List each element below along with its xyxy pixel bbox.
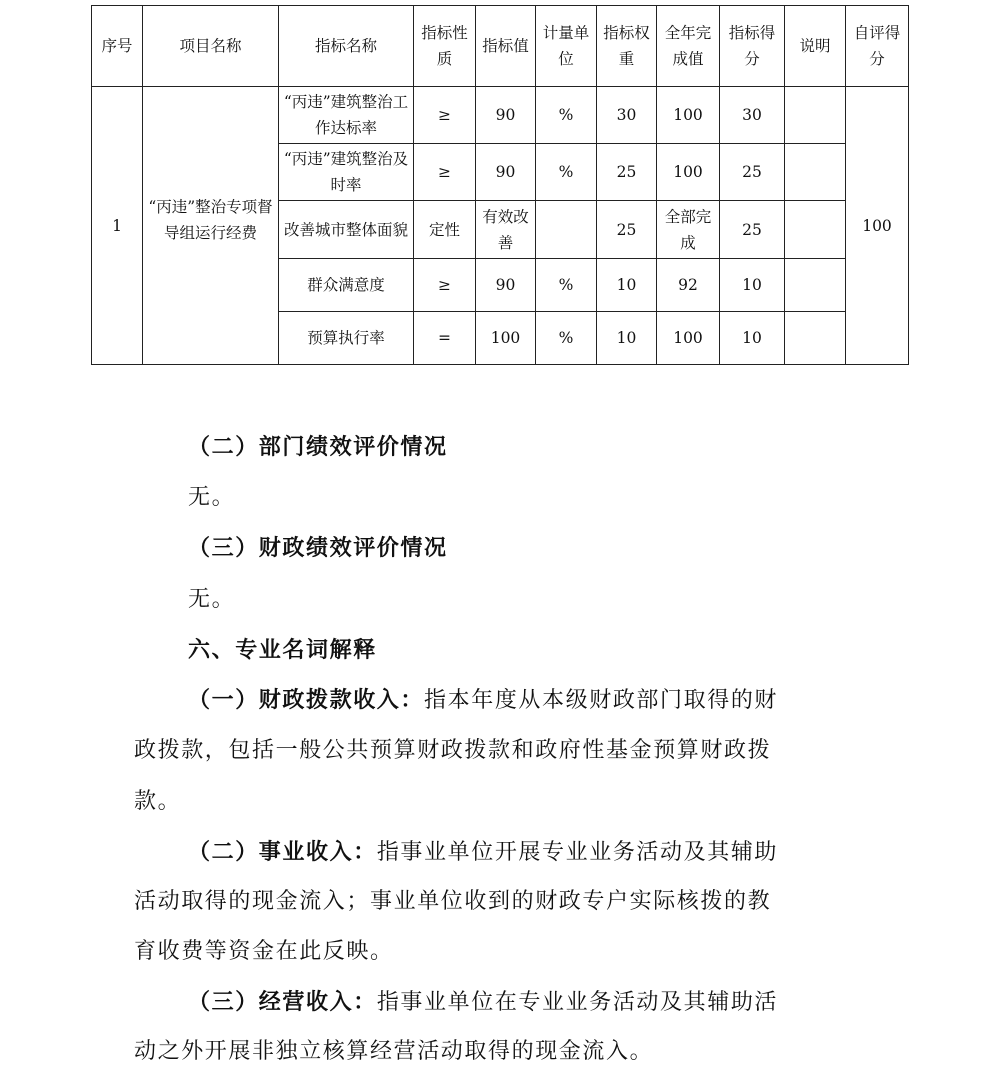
header-cell: 指标性质	[414, 6, 476, 87]
header-cell: 指标值	[476, 6, 536, 87]
definition-line: 育收费等资金在此反映。	[134, 939, 394, 964]
indicator-nature-cell: ≥	[414, 144, 476, 201]
weight-cell: 10	[597, 259, 657, 312]
completion-cell: 100	[657, 312, 720, 365]
indicator-value-cell: 100	[476, 312, 536, 365]
indicator-nature-cell: ≥	[414, 259, 476, 312]
score-cell: 30	[720, 87, 785, 144]
unit-cell: %	[536, 312, 597, 365]
indicator-name-cell: “丙违”建筑整治工作达标率	[279, 87, 414, 144]
score-cell: 10	[720, 259, 785, 312]
weight-cell: 10	[597, 312, 657, 365]
definition-text: 指本年度从本级财政部门取得的财	[424, 688, 779, 713]
unit-cell: %	[536, 87, 597, 144]
section-heading: （二）部门绩效评价情况	[188, 434, 448, 460]
completion-cell: 100	[657, 144, 720, 201]
note-cell	[785, 201, 846, 259]
definition-line: 款。	[134, 789, 182, 814]
indicator-value-cell: 90	[476, 259, 536, 312]
completion-cell: 92	[657, 259, 720, 312]
row-number-cell: 1	[92, 87, 143, 365]
header-cell: 全年完成值	[657, 6, 720, 87]
weight-cell: 25	[597, 144, 657, 201]
definition-line	[188, 838, 778, 867]
paragraph: 无。	[188, 485, 236, 510]
note-cell	[785, 87, 846, 144]
unit-cell	[536, 201, 597, 259]
weight-cell: 30	[597, 87, 657, 144]
unit-cell: %	[536, 259, 597, 312]
table-header-row	[92, 6, 909, 87]
indicator-name-cell: 改善城市整体面貌	[279, 201, 414, 259]
definition-text: 指事业单位在专业业务活动及其辅助活	[376, 990, 779, 1015]
indicator-name-cell: “丙违”建筑整治及时率	[279, 144, 414, 201]
indicator-name-cell: 群众满意度	[279, 259, 414, 312]
header-cell: 指标得分	[720, 6, 785, 87]
unit-cell: %	[536, 144, 597, 201]
weight-cell: 25	[597, 201, 657, 259]
header-cell: 自评得分	[846, 6, 909, 87]
completion-cell: 全部完成	[657, 201, 720, 259]
definition-line: 政拨款，包括一般公共预算财政拨款和政府性基金预算财政拨	[134, 738, 772, 763]
indicator-value-cell: 90	[476, 144, 536, 201]
definition-line	[188, 988, 778, 1017]
header-cell: 说明	[785, 6, 846, 87]
completion-cell: 100	[657, 87, 720, 144]
definition-line: 活动取得的现金流入；事业单位收到的财政专户实际核拨的教	[134, 889, 772, 914]
self-score-cell: 100	[846, 87, 909, 365]
project-name-cell: “丙违”整治专项督导组运行经费	[143, 87, 279, 365]
definition-line	[188, 686, 778, 715]
section-heading: （三）财政绩效评价情况	[188, 535, 448, 561]
score-cell: 25	[720, 201, 785, 259]
paragraph: 无。	[188, 587, 236, 612]
definition-term: （二）事业收入：	[188, 839, 377, 865]
header-cell: 指标权重	[597, 6, 657, 87]
indicator-value-cell: 有效改善	[476, 201, 536, 259]
indicator-nature-cell: 定性	[414, 201, 476, 259]
note-cell	[785, 144, 846, 201]
table-row	[92, 87, 909, 144]
definition-term: （一）财政拨款收入：	[188, 687, 425, 713]
header-cell: 项目名称	[143, 6, 279, 87]
indicator-name-cell: 预算执行率	[279, 312, 414, 365]
performance-table	[91, 5, 909, 365]
indicator-nature-cell: =	[414, 312, 476, 365]
note-cell	[785, 259, 846, 312]
header-cell: 指标名称	[279, 6, 414, 87]
definition-line: 动之外开展非独立核算经营活动取得的现金流入。	[134, 1039, 654, 1064]
score-cell: 10	[720, 312, 785, 365]
definition-term: （三）经营收入：	[188, 989, 377, 1015]
score-cell: 25	[720, 144, 785, 201]
header-cell: 计量单位	[536, 6, 597, 87]
header-cell: 序号	[92, 6, 143, 87]
chapter-heading: 六、专业名词解释	[188, 637, 377, 663]
indicator-nature-cell: ≥	[414, 87, 476, 144]
indicator-value-cell: 90	[476, 87, 536, 144]
definition-text: 指事业单位开展专业业务活动及其辅助	[376, 840, 779, 865]
note-cell	[785, 312, 846, 365]
